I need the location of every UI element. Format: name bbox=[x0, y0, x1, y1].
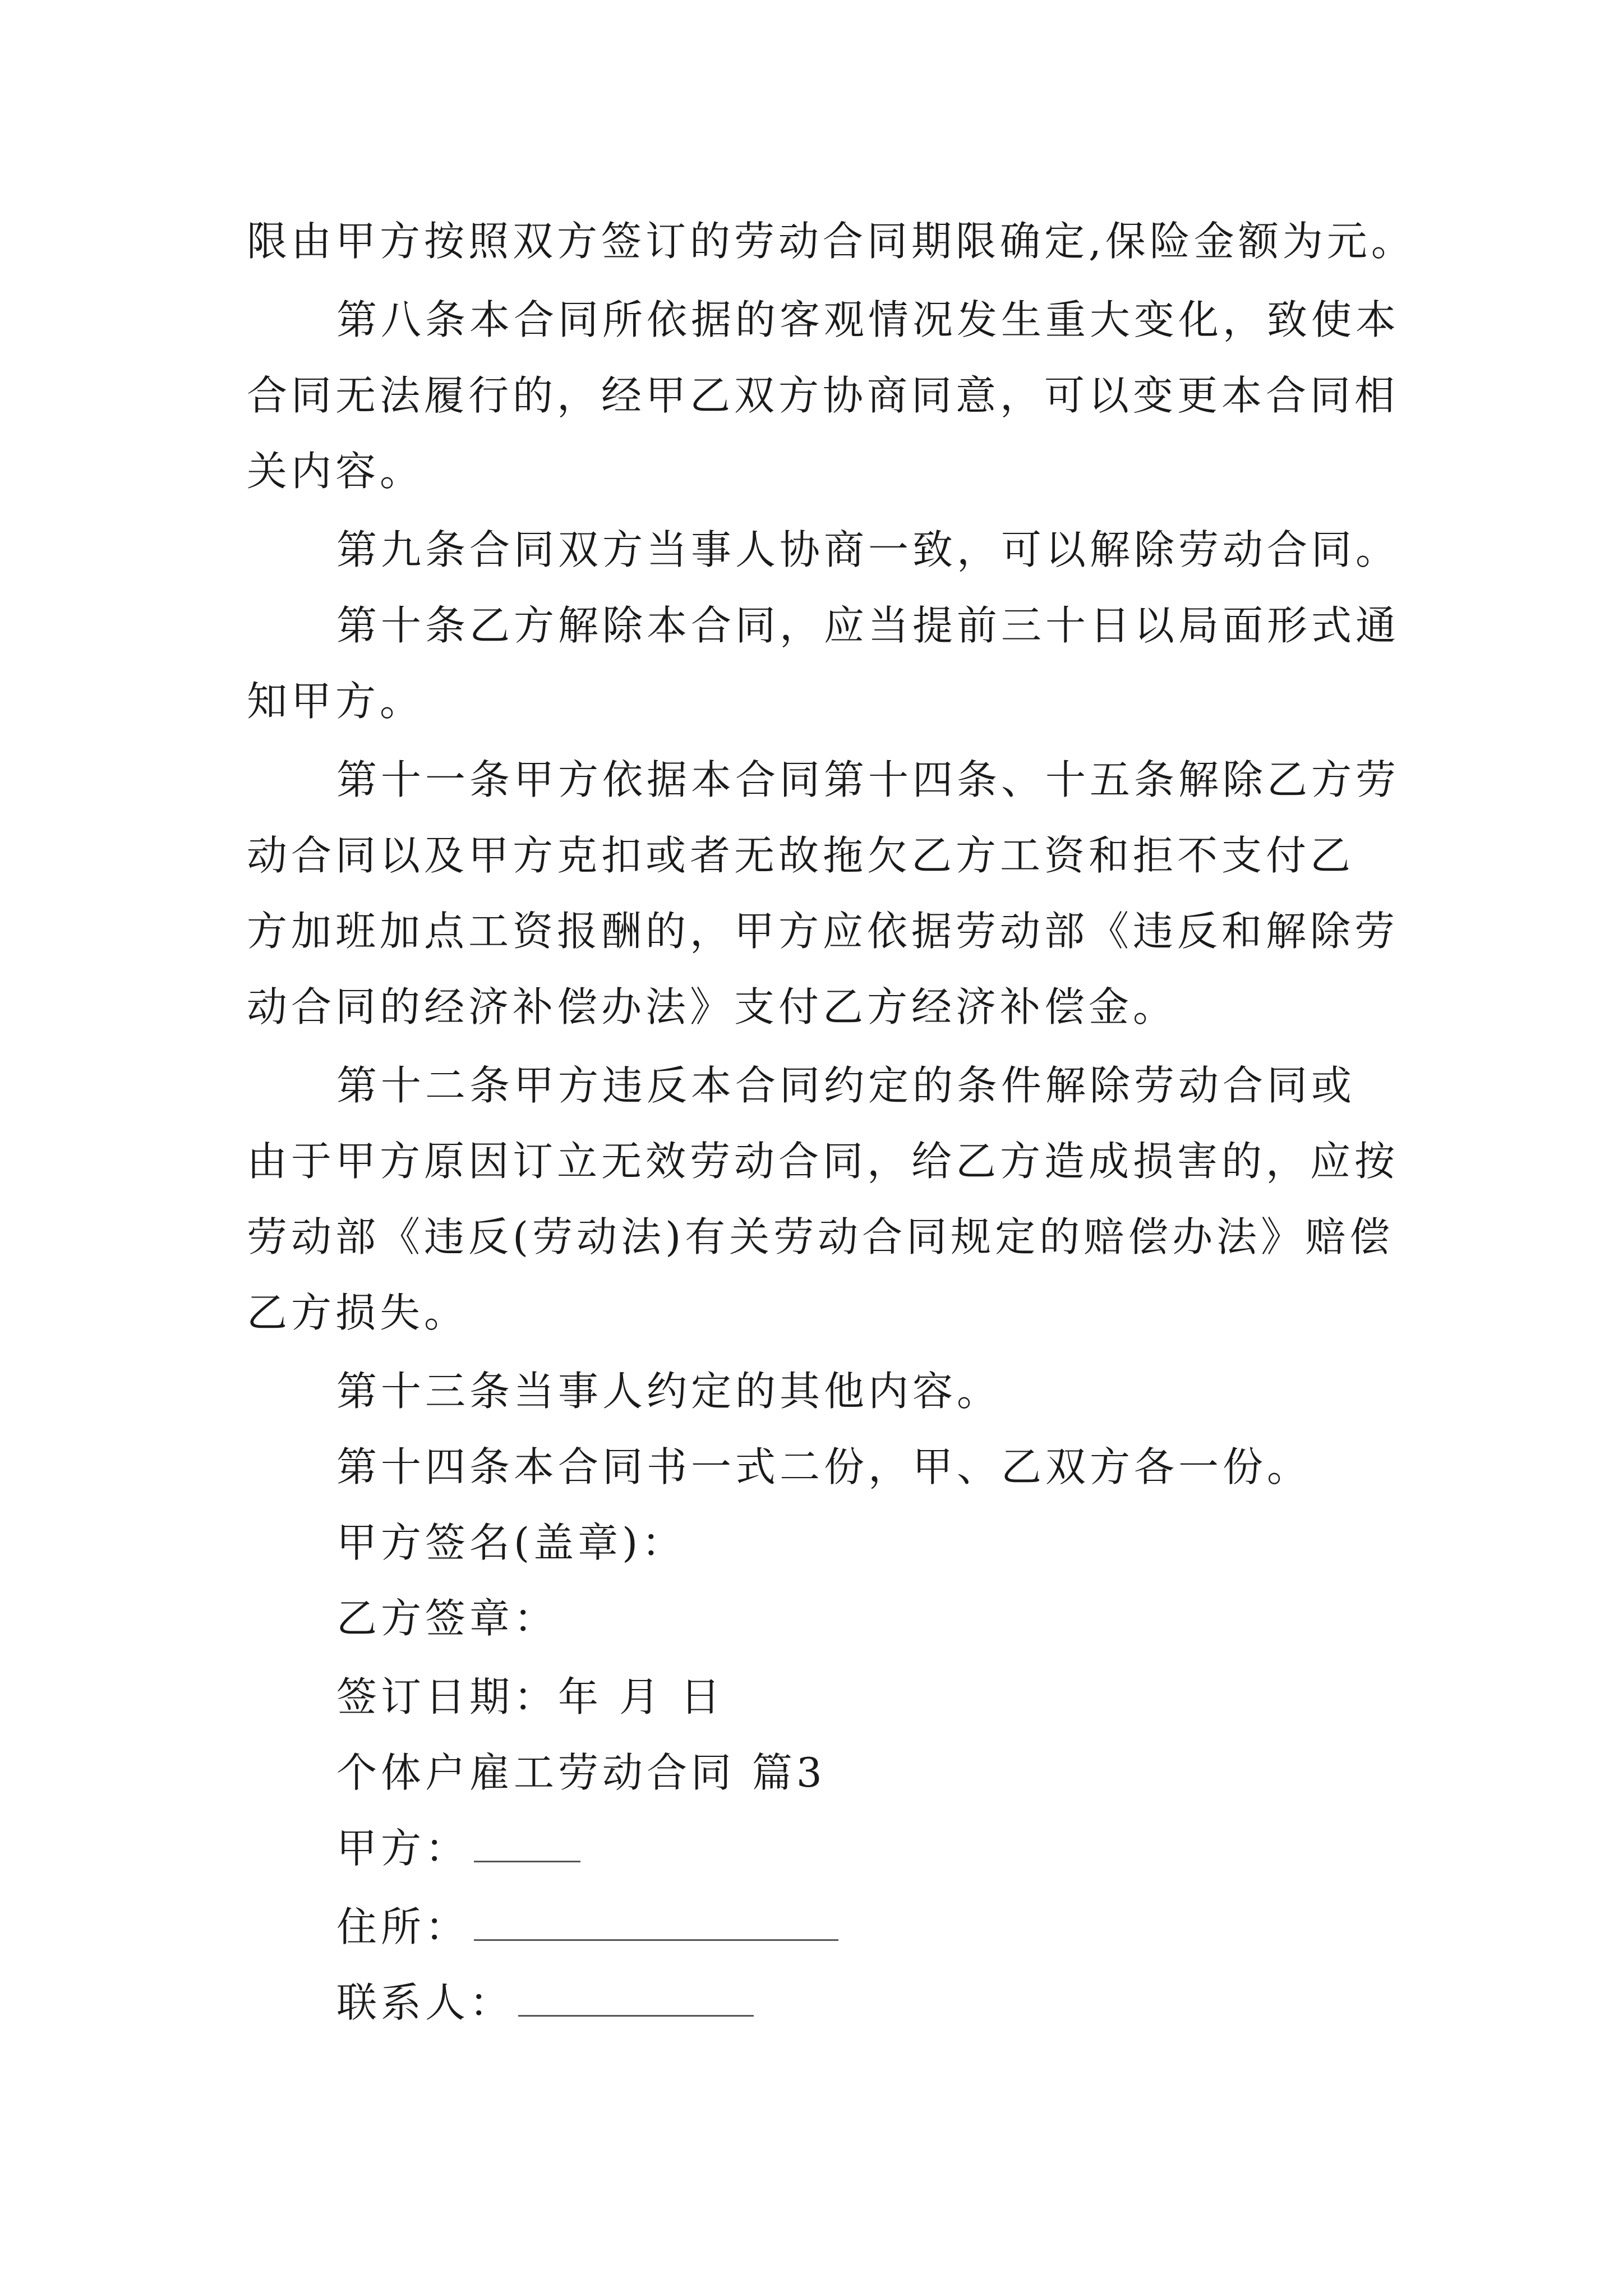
text-line-9: 动合同以及甲方克扣或者无故拖欠乙方工资和拒不支付乙 bbox=[247, 832, 1355, 879]
text-line-5: 第九条合同双方当事人协商一致，可以解除劳动合同。 bbox=[336, 526, 1400, 573]
party-a-label: 甲方： bbox=[336, 1825, 470, 1872]
text-line-12: 第十二条甲方违反本合同约定的条件解除劳动合同或 bbox=[336, 1062, 1356, 1109]
address-label: 住所： bbox=[336, 1903, 470, 1950]
text-line-10: 方加班加点工资报酬的，甲方应依据劳动部《违反和解除劳 bbox=[247, 908, 1399, 955]
text-line-17: 第十四条本合同书一式二份，甲、乙双方各一份。 bbox=[336, 1443, 1312, 1490]
contact-field bbox=[336, 1975, 754, 2031]
text-line-4: 关内容。 bbox=[247, 448, 425, 495]
section-heading: 个体户雇工劳动合同 篇3 bbox=[336, 1749, 826, 1796]
text-line-14: 劳动部《违反(劳动法)有关劳动合同规定的赔偿办法》赔偿 bbox=[247, 1213, 1394, 1260]
text-line-8: 第十一条甲方依据本合同第十四条、十五条解除乙方劳 bbox=[336, 756, 1400, 803]
signature-party-b-line: 乙方签章： bbox=[336, 1595, 559, 1642]
contact-blank bbox=[518, 1978, 754, 2017]
text-line-15: 乙方损失。 bbox=[247, 1289, 469, 1336]
address-blank bbox=[474, 1902, 838, 1941]
text-line-16: 第十三条当事人约定的其他内容。 bbox=[336, 1368, 1002, 1415]
text-line-7: 知甲方。 bbox=[247, 678, 425, 725]
text-line-11: 动合同的经济补偿办法》支付乙方经济补偿金。 bbox=[247, 983, 1178, 1030]
signature-party-a-line: 甲方签名(盖章)： bbox=[336, 1519, 686, 1566]
signing-date-line: 签订日期：年 月 日 bbox=[336, 1673, 725, 1720]
text-line-3: 合同无法履行的，经甲乙双方协商同意，可以变更本合同相 bbox=[247, 372, 1399, 419]
contact-label: 联系人： bbox=[336, 1979, 514, 2026]
text-line-6: 第十条乙方解除本合同，应当提前三十日以局面形式通 bbox=[336, 602, 1400, 649]
address-field bbox=[336, 1899, 838, 1955]
text-line-2: 第八条本合同所依据的客观情况发生重大变化，致使本 bbox=[336, 296, 1400, 343]
text-line-13: 由于甲方原因订立无效劳动合同，给乙方造成损害的，应按 bbox=[247, 1138, 1399, 1185]
party-a-field bbox=[336, 1820, 580, 1876]
party-a-blank bbox=[474, 1824, 580, 1862]
text-line-1: 限由甲方按照双方签订的劳动合同期限确定,保险金额为元。 bbox=[247, 218, 1415, 265]
